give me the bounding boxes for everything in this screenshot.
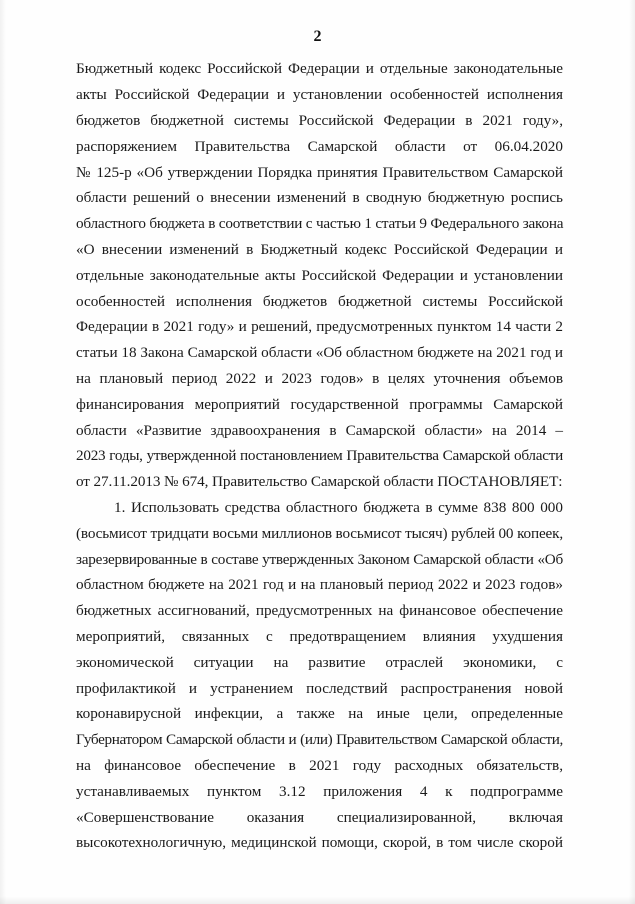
- text-line: финансирования мероприятий государственной программы Самарской: [76, 396, 563, 413]
- text-line: особенностей исполнения бюджетов бюджетной системы Российской: [76, 293, 563, 310]
- text-line: (восьмисот тридцати восьми миллионов восьмисот тысяч) рублей 00 копеек,: [76, 525, 563, 542]
- text-line: «О внесении изменений в Бюджетный кодекс Российской Федерации и: [76, 241, 563, 258]
- text-line: акты Российской Федерации и установлении особенностей исполнения: [76, 86, 563, 103]
- text-line: экономической ситуации на развитие отраслей экономики, с: [76, 654, 563, 671]
- text-line: статьи 18 Закона Самарской области «Об областном бюджете на 2021 год и: [76, 344, 564, 361]
- text-line: от 27.11.2013 № 674, Правительство Самарской области ПОСТАНОВЛЯЕТ:: [76, 473, 563, 490]
- text-line: мероприятий, связанных с предотвращением влияния ухудшения: [76, 628, 563, 645]
- text-line: 2023 годы, утвержденной постановлением Правительства Самарской области: [76, 447, 563, 464]
- scan-edge-right: [629, 0, 635, 904]
- text-line: областного бюджета в соответствии с частью 1 статьи 9 Федерального закона: [76, 215, 564, 232]
- text-line: «Совершенствование оказания специализированной, включая: [76, 809, 563, 826]
- text-line: на плановый период 2022 и 2023 годов» в целях уточнения объемов: [76, 370, 563, 387]
- text-line: распоряжением Правительства Самарской области от 06.04.2020: [76, 138, 563, 155]
- text-line: областном бюджете на 2021 год и на плановый период 2022 и 2023 годов»: [76, 576, 563, 593]
- text-line: коронавирусной инфекции, а также на иные цели, определенные: [76, 705, 563, 722]
- text-line: 1. Использовать средства областного бюджета в сумме 838 800 000: [114, 499, 563, 516]
- text-line: Федерации в 2021 году» и решений, предусмотренных пунктом 14 части 2: [76, 318, 563, 335]
- text-line: зарезервированные в составе утвержденных Законом Самарской области «Об: [76, 551, 563, 568]
- text-line: устанавливаемых пунктом 3.12 приложения 4 к подпрограмме: [76, 783, 563, 800]
- text-line: отдельные законодательные акты Российской Федерации и установлении: [76, 267, 563, 284]
- text-line: высокотехнологичную, медицинской помощи, скорой, в том числе скорой: [76, 834, 563, 851]
- text-line: Бюджетный кодекс Российской Федерации и отдельные законодательные: [76, 60, 563, 77]
- text-line: Губернатором Самарской области и (или) Правительством Самарской области,: [76, 731, 563, 748]
- text-line: бюджетов бюджетной системы Российской Федерации в 2021 году»,: [76, 112, 563, 129]
- text-line: области «Развитие здравоохранения в Самарской области» на 2014 –: [76, 422, 563, 439]
- scan-edge-bottom: [0, 896, 635, 904]
- scan-edge-left: [0, 0, 6, 904]
- page-number: 2: [313, 28, 322, 45]
- text-line: профилактикой и устранением последствий распространения новой: [76, 680, 563, 697]
- text-line: № 125-р «Об утверждении Порядка принятия Правительством Самарской: [76, 164, 563, 181]
- text-line: бюджетных ассигнований, предусмотренных на финансовое обеспечение: [76, 602, 563, 619]
- text-line: на финансовое обеспечение в 2021 году расходных обязательств,: [76, 757, 563, 774]
- text-line: области решений о внесении изменений в сводную бюджетную роспись: [76, 189, 563, 206]
